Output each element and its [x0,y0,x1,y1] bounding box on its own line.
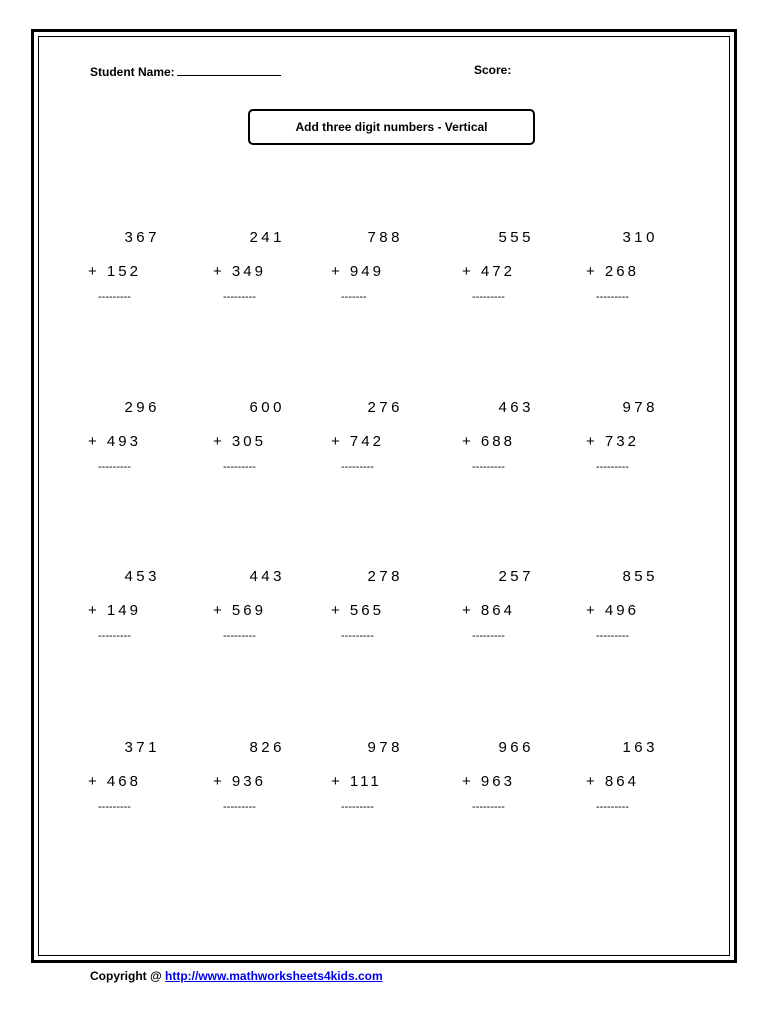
addend-bottom: + 732 [586,433,639,450]
addend-top: 278 [367,568,403,585]
worksheet-inner-border [38,36,730,956]
addend-top: 276 [367,399,403,416]
addend-bottom: + 569 [213,602,266,619]
addend-bottom: + 152 [88,263,141,280]
student-name-field [90,63,281,79]
answer-line: --------- [98,461,131,473]
addend-bottom: + 949 [331,263,384,280]
addend-bottom: + 496 [586,602,639,619]
student-name-label: Student Name: [90,65,175,79]
answer-line: --------- [98,630,131,642]
answer-line: --------- [472,291,505,303]
answer-line: --------- [472,630,505,642]
addend-bottom: + 268 [586,263,639,280]
addend-top: 978 [367,739,403,756]
answer-line: --------- [596,801,629,813]
addend-bottom: + 688 [462,433,515,450]
answer-line: --------- [223,461,256,473]
addend-top: 257 [498,568,534,585]
addend-bottom: + 305 [213,433,266,450]
answer-line: --------- [341,630,374,642]
addend-top: 367 [124,229,160,246]
answer-line: --------- [341,461,374,473]
addend-bottom: + 493 [88,433,141,450]
answer-line: --------- [223,801,256,813]
footer [90,969,383,983]
answer-line: --------- [596,630,629,642]
answer-line: --------- [223,291,256,303]
addend-top: 371 [124,739,160,756]
addend-bottom: + 149 [88,602,141,619]
addend-bottom: + 472 [462,263,515,280]
addend-top: 855 [622,568,658,585]
addend-bottom: + 111 [331,773,382,790]
student-name-line [177,63,281,76]
answer-line: ------- [341,291,367,303]
addend-top: 443 [249,568,285,585]
addend-top: 296 [124,399,160,416]
worksheet-title: Add three digit numbers - Vertical [248,109,535,145]
answer-line: --------- [472,461,505,473]
addend-top: 163 [622,739,658,756]
addend-bottom: + 742 [331,433,384,450]
answer-line: --------- [223,630,256,642]
addend-top: 463 [498,399,534,416]
answer-line: --------- [98,291,131,303]
answer-line: --------- [596,461,629,473]
addend-top: 241 [249,229,285,246]
addend-bottom: + 468 [88,773,141,790]
addend-bottom: + 864 [462,602,515,619]
addend-top: 453 [124,568,160,585]
addend-top: 978 [622,399,658,416]
website-link[interactable]: http://www.mathworksheets4kids.com [165,969,383,983]
addend-bottom: + 349 [213,263,266,280]
answer-line: --------- [472,801,505,813]
addend-top: 966 [498,739,534,756]
worksheet-border [31,29,737,963]
addend-bottom: + 864 [586,773,639,790]
addend-bottom: + 565 [331,602,384,619]
addend-bottom: + 963 [462,773,515,790]
addend-top: 555 [498,229,534,246]
answer-line: --------- [98,801,131,813]
addend-top: 826 [249,739,285,756]
addend-top: 310 [622,229,658,246]
answer-line: --------- [341,801,374,813]
addend-top: 788 [367,229,403,246]
addend-top: 600 [249,399,285,416]
copyright-label: Copyright @ [90,969,166,983]
addend-bottom: + 936 [213,773,266,790]
answer-line: --------- [596,291,629,303]
score-label: Score: [474,63,512,77]
